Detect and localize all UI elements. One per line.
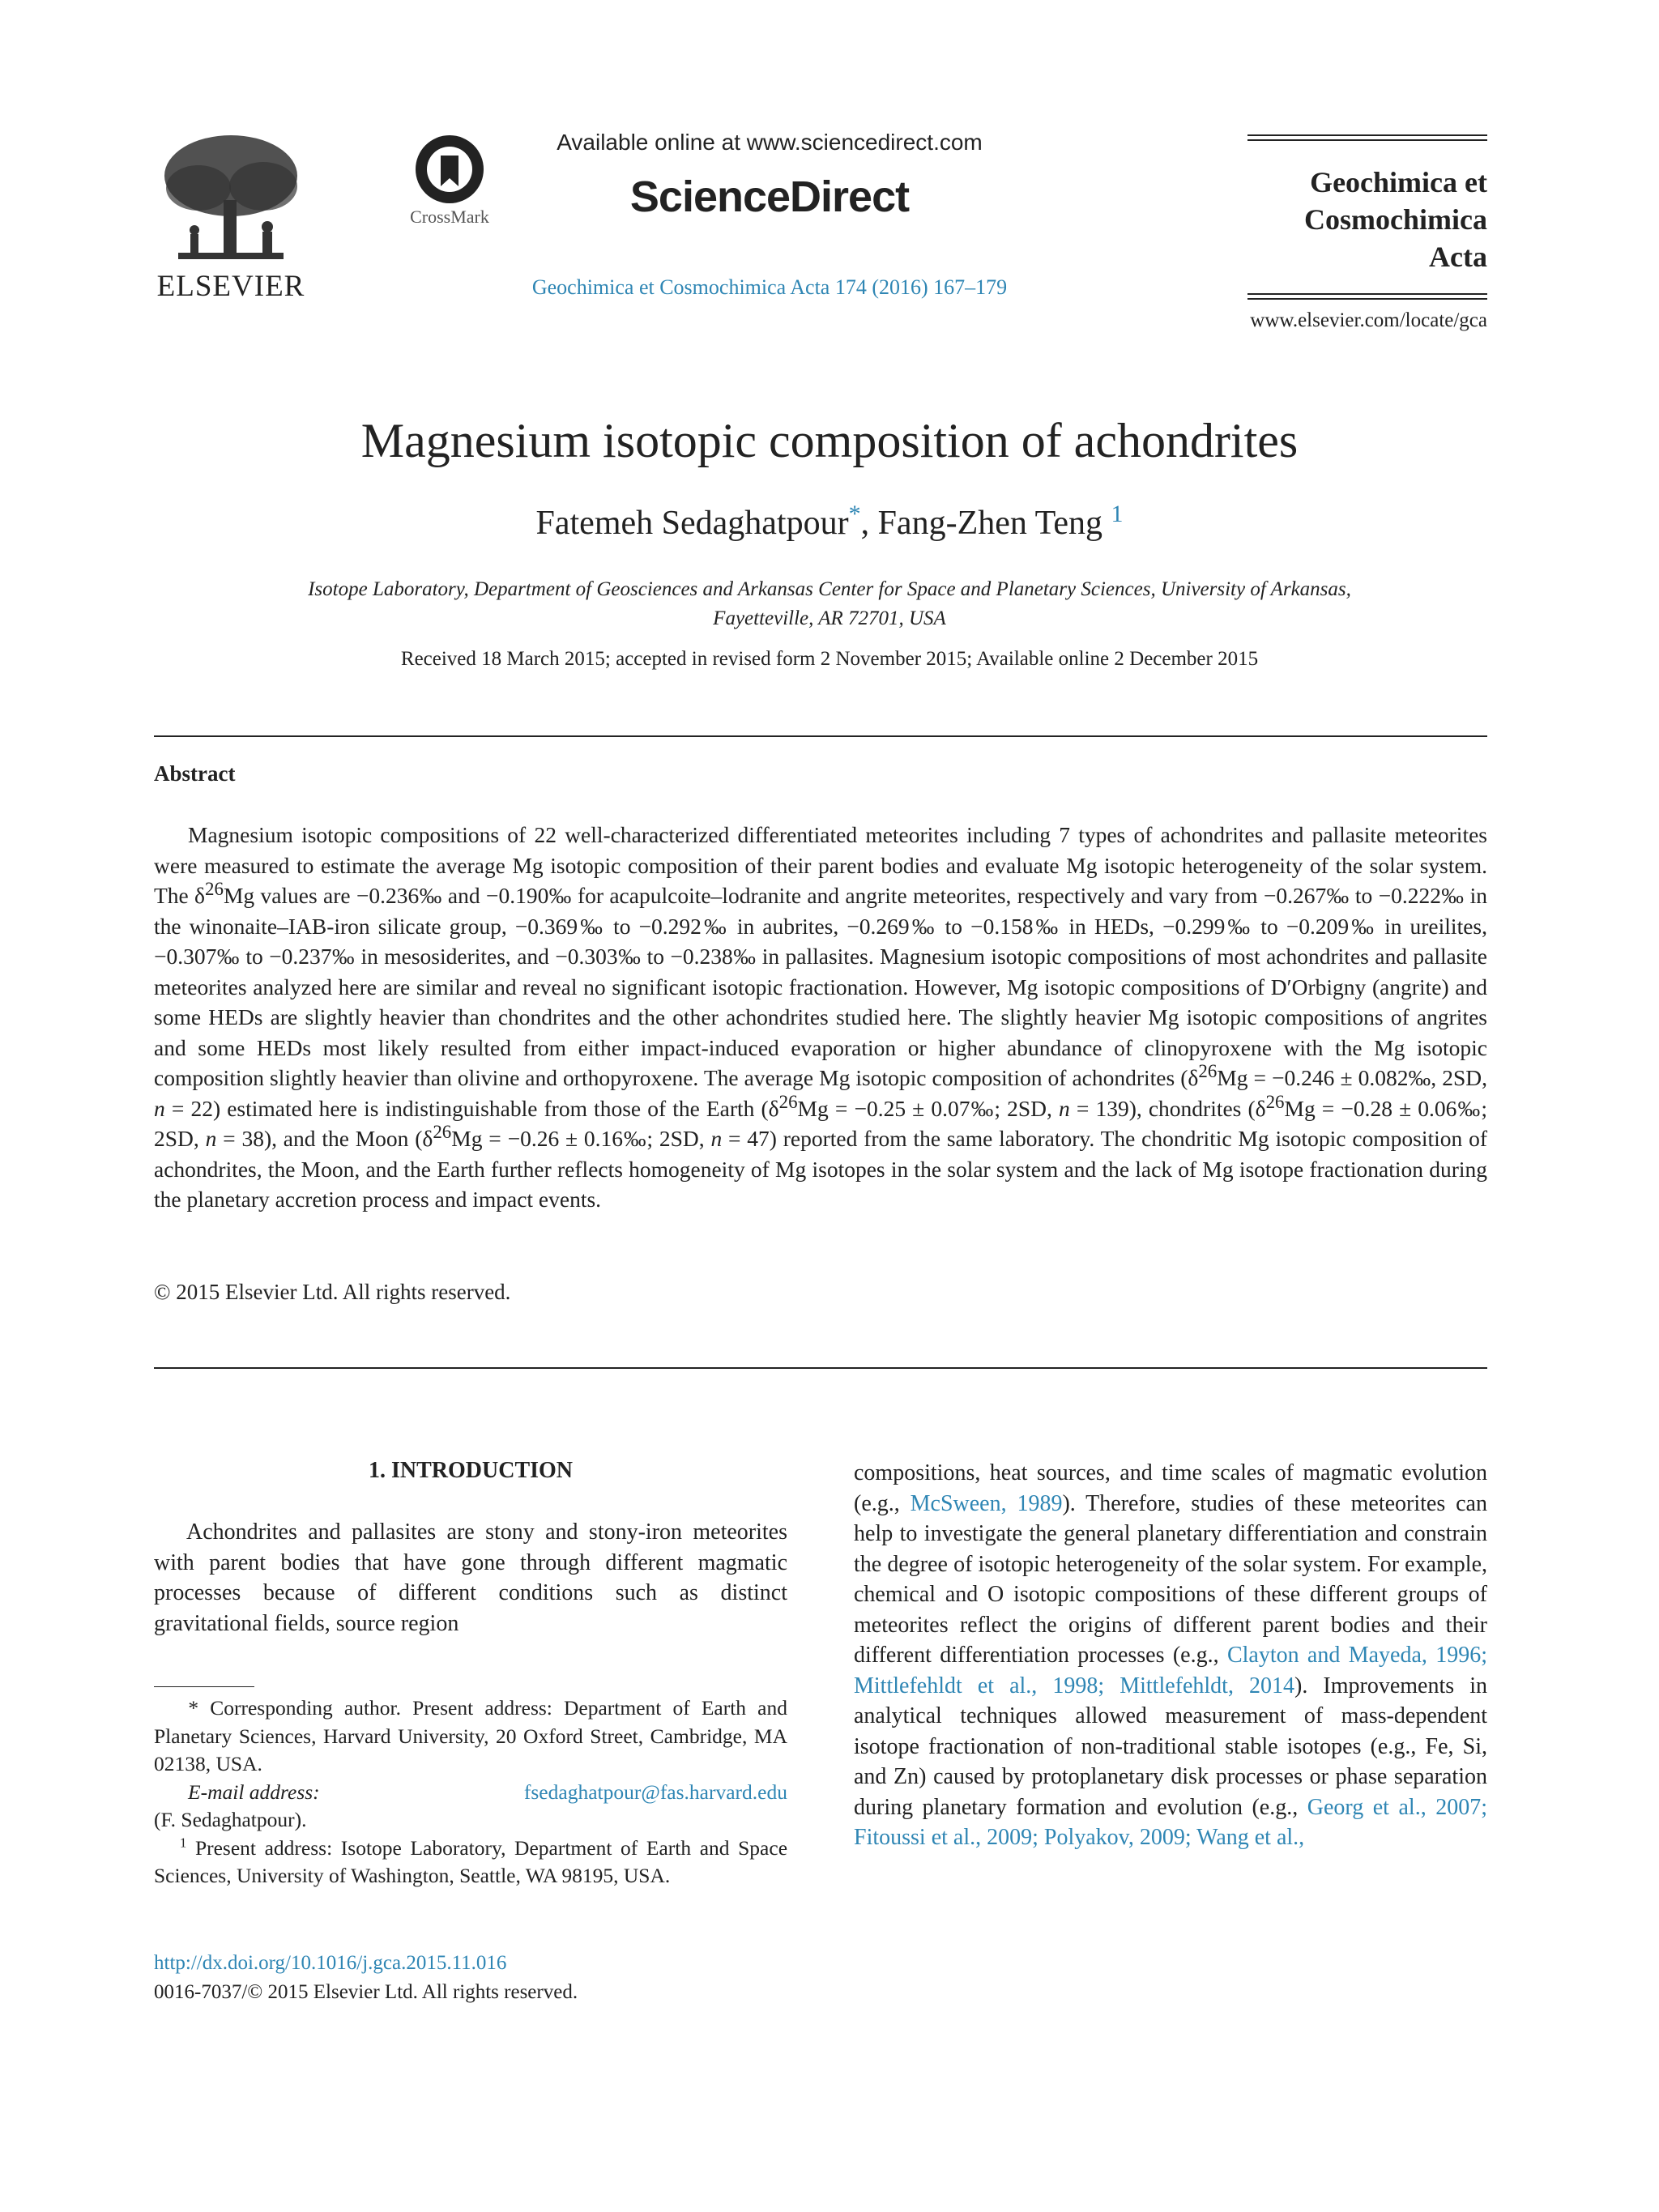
available-online-text: Available online at www.sciencedirect.com: [557, 130, 983, 155]
citation-link[interactable]: McSween, 1989: [910, 1490, 1063, 1516]
divider: [154, 735, 1487, 737]
intro-paragraph-right: compositions, heat sources, and time scales of magmatic evolution (e.g., McSween, 1989). Therefore, studies of these meteorites can help to investigate the general planetary differentiation and constrain the degree of isotopic heterogeneity of the solar system. For example, chemical and O isotopic compositions of these different groups of meteorites reflect the origins of different parent bodies and their different differentiation processes (e.g., Clayton and Mayeda, 1996; Mittlefehldt et al., 1998; Mittlefehldt, 2014). Improvements in analytical techniques allowed measurement of mass-dependent isotope fractionation of non-traditional stable isotopes (e.g., Fe, Si, and Zn) caused by protoplanetary disk processes or phase separation during planetary formation and evolution (e.g., Georg et al., 2007; Fitoussi et al., 2009; Polyakov, 2009; Wang et al.,: [854, 1460, 1488, 1850]
issn-line: 0016-7037/© 2015 Elsevier Ltd. All rights reserved.: [154, 1981, 578, 2003]
abstract-copyright: © 2015 Elsevier Ltd. All rights reserved.: [154, 1280, 511, 1304]
footnote-corresponding: * Corresponding author. Present address: Department of Earth and Planetary Sciences, Harvard University, 20 Oxford Street, Cambridge, MA 02138, USA.: [154, 1696, 787, 1775]
abstract-text: Magnesium isotopic compositions of 22 well-characterized differentiated meteorites including 7 types of achondrites and pallasite meteorites were measured to estimate the average Mg isotopic composition of their parent bodies and evaluate Mg isotopic heterogeneity of the solar system. The $\delta^{26}Mg$ values are −0.236‰ and −0.190‰ for acapulcoite–lodranite and angrite meteorites, respectively and vary from −0.267‰ to −0.222‰ in the winonaite–IAB-iron silicate group, −0.369‰ to −0.292‰ in aubrites, −0.269‰ to −0.158‰ in HEDs, −0.299‰ to −0.209‰ in ureilites, −0.307‰ to −0.237‰ in mesosiderites, and −0.303‰ to −0.238‰ in pallasites. Magnesium isotopic compositions of most achondrites and pallasite meteorites analyzed here are similar and reveal no significant isotopic fractionation. However, Mg isotopic compositions of D′Orbigny (angrite) and some HEDs are slightly heavier than chondrites and the other achondrites studied here. The slightly heavier Mg isotopic compositions of angrites and some HEDs most likely resulted from either impact-induced evaporation or higher abundance of clinopyroxene with the Mg isotopic composition slightly heavier than olivine and orthopyroxene. The average Mg isotopic composition of achondrites ($\delta^{26}Mg = -0.246$ ± 0.082‰, 2SD, n = 22) estimated here is indistinguishable from those of the Earth ($\delta^{26}Mg = -0.25$ ± 0.07‰; 2SD, n = 139), chondrites ($\delta^{26}Mg = -0.28$ ± 0.06‰; 2SD, n = 38), and the Moon ($\delta^{26}Mg = -0.26$ ± 0.16‰; 2SD, n = 47) reported from the same laboratory. The chondritic Mg isotopic composition of achondrites, the Moon, and the Earth further reflects homogeneity of Mg isotopes in the solar system and the lack of Mg isotope fractionation during the planetary accretion process and impact events.: [154, 822, 1488, 1212]
section-heading: 1. INTRODUCTION: [368, 1458, 574, 1483]
footnotes: * Corresponding author. Present address: Department of Earth and Planetary Sciences, Harvard University, 20 Oxford Street, Cambridge, MA 02138, USA. E-mail address: fsedaghatpour@fas.harvard.edu (F. Sedaghatpour). $^1$ Present address: Isotope Laboratory, Department of Earth and Space Sciences, University of Washington, Seattle, WA 98195, USA.: [154, 1694, 787, 1890]
sciencedirect-logo[interactable]: ScienceDirect: [629, 173, 910, 221]
corresponding-author-mark[interactable]: *: [848, 501, 861, 527]
publisher-name: ELSEVIER: [156, 270, 305, 303]
footnote-present-address: $^1$ Present address: Isotope Laboratory, Department of Earth and Space Sciences, University of Washington, Seattle, WA 98195, USA.: [154, 1835, 788, 1887]
citation-link[interactable]: Georg et al., 2007; Fitoussi et al., 2009; Polyakov, 2009; Wang et al.,: [854, 1794, 1487, 1850]
email-link[interactable]: fsedaghatpour@fas.harvard.edu: [523, 1779, 787, 1804]
author-list: Fatemeh Sedaghatpour*, Fang-Zhen Teng $^1$: [535, 501, 1124, 542]
doi-link[interactable]: http://dx.doi.org/10.1016/j.gca.2015.11.016: [154, 1952, 507, 1974]
divider: [154, 1367, 1487, 1369]
journal-citation-link[interactable]: Geochimica et Cosmochimica Acta 174 (2016) 167–179: [531, 275, 1008, 299]
journal-title-box: [1247, 134, 1487, 301]
affiliation: Isotope Laboratory, Department of Geosciences and Arkansas Center for Space and Planetary Sciences, University of Arkansas, Fayetteville, AR 72701, USA: [308, 578, 1351, 629]
author-1: Fatemeh Sedaghatpour: [535, 505, 849, 542]
journal-url-link[interactable]: www.elsevier.com/locate/gca: [1250, 309, 1487, 331]
abstract-heading: Abstract: [154, 761, 236, 786]
received-dates: Received 18 March 2015; accepted in revised form 2 November 2015; Available online 2 December 2015: [400, 648, 1259, 670]
citation-link[interactable]: Clayton and Mayeda, 1996; Mittlefehldt et al., 1998; Mittlefehldt, 2014: [854, 1643, 1487, 1698]
journal-title: Geochimica et Cosmochimica Acta: [1304, 166, 1487, 273]
crossmark-label: CrossMark: [410, 207, 489, 227]
author-2: Fang-Zhen Teng: [877, 505, 1102, 542]
footnote-mark-1[interactable]: 1: [1111, 501, 1124, 527]
article-title: Magnesium isotopic composition of achondrites: [360, 414, 1299, 467]
footnote-email: E-mail address: fsedaghatpour@fas.harvard.edu: [154, 1779, 787, 1807]
intro-paragraph-left: Achondrites and pallasites are stony and stony-iron meteorites with parent bodies that have gone through different magmatic processes because of different conditions such as distinct gravitational fields, source region: [154, 1519, 787, 1636]
footnote-rule: [154, 1686, 254, 1687]
